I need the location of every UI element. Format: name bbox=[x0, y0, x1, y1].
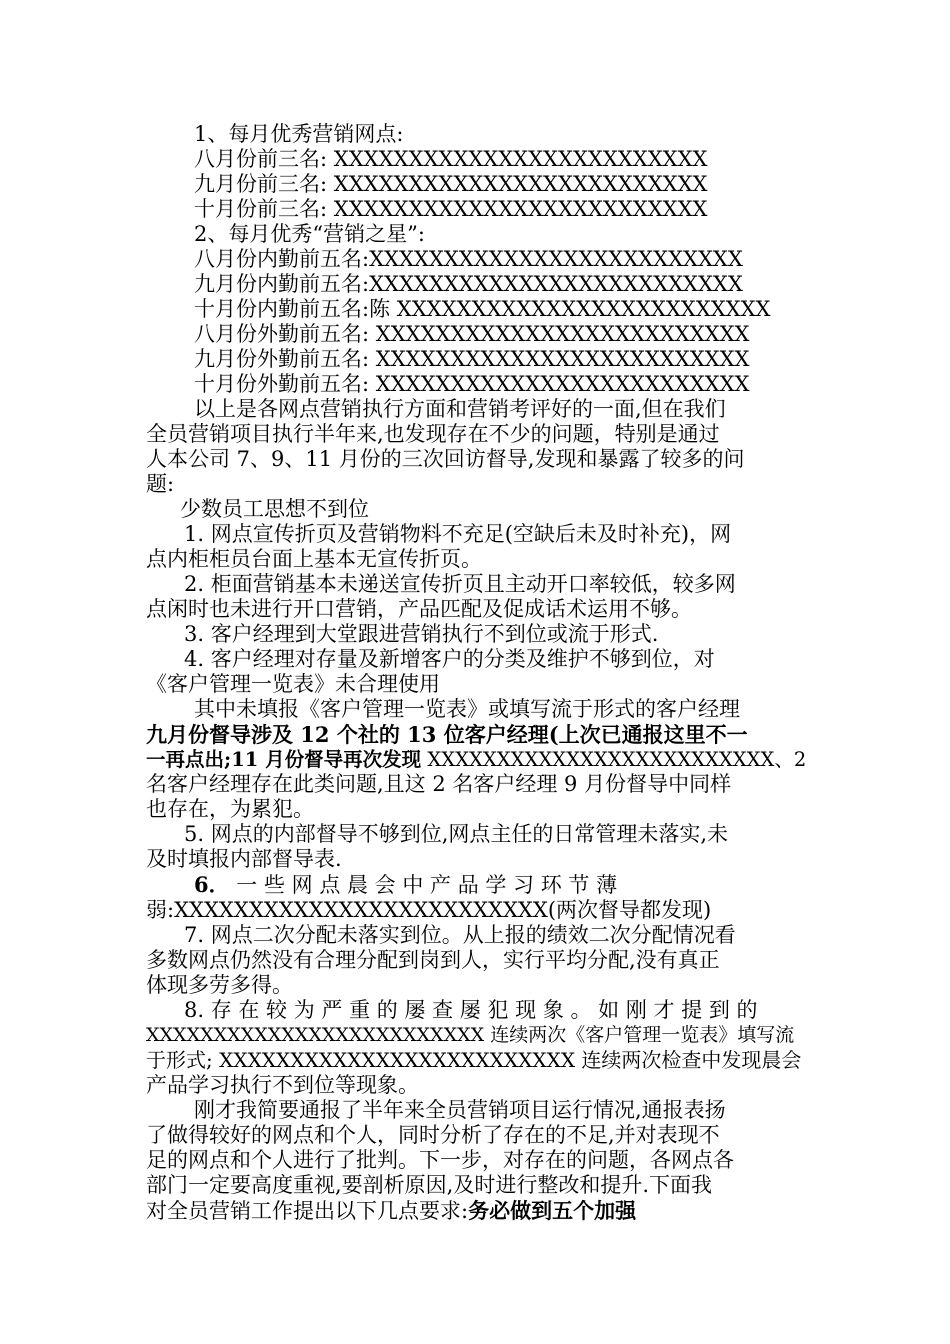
issue-line: 2. 柜面营销基本未递送宣传折页且主动开口率较低，较多网 bbox=[184, 572, 736, 596]
issue4-detail-line: 也存在，为累犯。 bbox=[146, 797, 314, 821]
closing-last-line bbox=[146, 1198, 808, 1224]
intro-line: 题: bbox=[146, 472, 175, 496]
section1-row: 十月份前三名: XXXXXXXXXXXXXXXXXXXXXXXXX bbox=[194, 197, 708, 221]
issue-line: 于形式; XXXXXXXXXXXXXXXXXXXXXXXXX 连续两次检查中发现晨会 bbox=[146, 1048, 802, 1072]
closing-line: 部门一定要高度重视,要剖析原因,及时进行整改和提升.下面我 bbox=[146, 1173, 713, 1197]
section1-row: 八月份前三名: XXXXXXXXXXXXXXXXXXXXXXXXX bbox=[194, 147, 708, 171]
issue4-detail-line: 其中未填报《客户管理一览表》或填写流于形式的客户经理 bbox=[194, 697, 740, 721]
issue6-number: 6． bbox=[194, 872, 230, 897]
issue4-detail-mixed-line bbox=[146, 747, 808, 772]
closing-line: 了做得较好的网点和个人，同时分析了存在的不足,并对表现不 bbox=[146, 1123, 720, 1147]
intro-line: 全员营销项目执行半年来,也发现存在不少的问题，特别是通过 bbox=[146, 422, 720, 446]
issue-line: 7. 网点二次分配未落实到位。从上报的绩效二次分配情况看 bbox=[184, 923, 736, 947]
closing-text: 对全员营销工作提出以下几点要求: bbox=[146, 1199, 469, 1223]
intro-line: 人本公司 7、9、11 月份的三次回访督导,发现和暴露了较多的问 bbox=[146, 447, 745, 471]
issue-line: 及时填报内部督导表. bbox=[146, 847, 342, 871]
section2-row: 十月份外勤前五名: XXXXXXXXXXXXXXXXXXXXXXXXX bbox=[194, 372, 750, 396]
section1-heading: 1、每月优秀营销网点: bbox=[194, 122, 404, 146]
issue-line: XXXXXXXXXXXXXXXXXXXXXXXXX 连续两次《客户管理一览表》填写流 bbox=[146, 1024, 795, 1046]
issue-line: 点闲时也未进行开口营销，产品匹配及促成话术运用不够。 bbox=[146, 597, 692, 621]
closing-line: 足的网点和个人进行了批判。下一步，对存在的问题，各网点各 bbox=[146, 1148, 734, 1172]
issue6-line: 弱:XXXXXXXXXXXXXXXXXXXXXXXXX(两次督导都发现) bbox=[146, 898, 712, 922]
issue4-detail-line: 名客户经理存在此类问题,且这 2 名客户经理 9 月份督导中同样 bbox=[146, 772, 732, 796]
issue4-detail-text: XXXXXXXXXXXXXXXXXXXXXXXXX、2 bbox=[421, 748, 807, 771]
section2-row: 八月份内勤前五名:XXXXXXXXXXXXXXXXXXXXXXXXX bbox=[194, 247, 743, 271]
issue-line: 点内柜柜员台面上基本无宣传折页。 bbox=[146, 547, 482, 571]
issue6-line bbox=[146, 872, 808, 898]
issue-line: 5. 网点的内部督导不够到位,网点主任的日常管理未落实,未 bbox=[184, 822, 729, 846]
issue4-detail-bold-line: 九月份督导涉及 12 个社的 13 位客户经理(上次已通报这里不一 bbox=[146, 722, 748, 747]
issue-line: 《客户管理一览表》未合理使用 bbox=[146, 672, 440, 696]
issue-line: 多数网点仍然没有合理分配到岗到人，实行平均分配,没有真正 bbox=[146, 948, 720, 972]
section1-row: 九月份前三名: XXXXXXXXXXXXXXXXXXXXXXXXX bbox=[194, 172, 708, 196]
section2-row: 十月份内勤前五名:陈 XXXXXXXXXXXXXXXXXXXXXXXXX bbox=[194, 297, 771, 321]
issue-line: 产品学习执行不到位等现象。 bbox=[146, 1073, 419, 1097]
section2-row: 九月份外勤前五名: XXXXXXXXXXXXXXXXXXXXXXXXX bbox=[194, 347, 750, 371]
section2-row: 八月份外勤前五名: XXXXXXXXXXXXXXXXXXXXXXXXX bbox=[194, 322, 750, 346]
intro-line: 以上是各网点营销执行方面和营销考评好的一面,但在我们 bbox=[194, 397, 726, 421]
closing-bold-text: 务必做到五个加强 bbox=[468, 1198, 637, 1223]
issue-line: 体现多劳多得。 bbox=[146, 973, 293, 997]
section2-row: 九月份内勤前五名:XXXXXXXXXXXXXXXXXXXXXXXXX bbox=[194, 272, 743, 296]
issue-line: 4. 客户经理对存量及新增客户的分类及维护不够到位，对 bbox=[184, 647, 715, 671]
issues-heading: 少数员工思想不到位 bbox=[180, 497, 369, 521]
document-body bbox=[146, 122, 808, 1224]
issue-line: 1. 网点宣传折页及营销物料不充足(空缺后未及时补充)，网 bbox=[184, 522, 732, 546]
section2-heading: 2、每月优秀“营销之星”: bbox=[194, 222, 425, 246]
issue-line: 8. 存 在 较 为 严 重 的 屡 查 屡 犯 现 象 。 如 刚 才 提 到 的 bbox=[184, 998, 758, 1022]
issue4-detail-bold-text: 一再点出;11 月份督导再次发现 bbox=[146, 748, 422, 771]
closing-line: 刚才我简要通报了半年来全员营销项目运行情况,通报表扬 bbox=[194, 1098, 726, 1122]
issue6-text: 一 些 网 点 晨 会 中 产 品 学 习 环 节 薄 bbox=[229, 873, 618, 897]
issue-line: 3. 客户经理到大堂跟进营销执行不到位或流于形式. bbox=[184, 622, 659, 646]
